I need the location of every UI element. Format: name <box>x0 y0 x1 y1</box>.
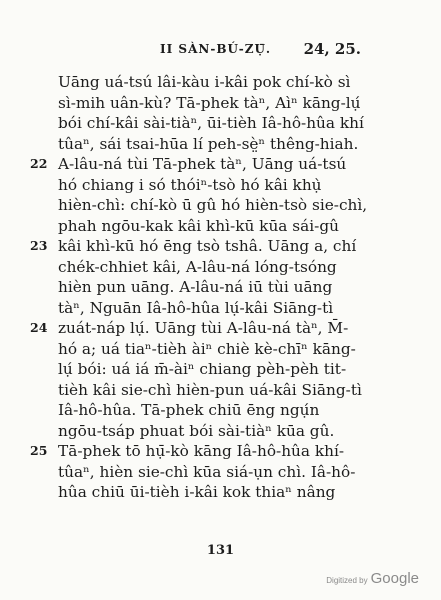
running-title: II SÀN-BÚ-ZỤ̄. <box>160 42 272 56</box>
line-text: zuát-náp lụ́. Uāng tùi A-lâu-ná tàⁿ, M̄- <box>58 319 349 337</box>
line-text: Uāng uá-tsú lâi-kàu i-kâi pok chí-kò sì <box>58 73 351 91</box>
text-line <box>30 154 375 175</box>
verse-number: 23 <box>30 238 48 253</box>
text-line <box>30 318 375 339</box>
line-text: bói chí-kâi sài-tiàⁿ, ūi-tièh Iâ-hô-hûa khí <box>58 114 364 132</box>
google-logo: Google <box>370 570 419 587</box>
text-line <box>30 93 375 114</box>
page-header <box>0 42 441 62</box>
text-line <box>30 339 375 360</box>
line-text: ngōu-tsáp phuat bói sài-tiàⁿ kūa gû. <box>58 421 335 440</box>
text-line <box>30 134 375 155</box>
text-line <box>30 462 375 483</box>
line-text: hièn-chì: chí-kò ū gû hó hièn-tsò sie-chì, <box>58 196 368 214</box>
text-line <box>30 400 375 421</box>
text-line <box>30 482 375 503</box>
verse-number: 24 <box>30 320 48 335</box>
line-text: lụ́ bói: uá iá m̄-àiⁿ chiang pèh-pèh tit- <box>58 360 347 378</box>
line-text: hièn pun uāng. A-lâu-ná iū tùi uāng <box>58 278 333 296</box>
chapter-verse-reference: 24, 25. <box>303 40 361 58</box>
line-text: sì-mih uân-kù? Tā-phek tàⁿ, Aìⁿ kāng-lụ́ <box>58 93 361 112</box>
text-line <box>30 380 375 401</box>
page-number: 131 <box>206 543 235 558</box>
text-line <box>30 421 375 442</box>
line-text: tûaⁿ, hièn sie-chì kūa siá-ụn chì. Iâ-hô- <box>58 462 356 481</box>
line-text: hó chiang i só thóiⁿ-tsò hó kâi khụ̀ <box>58 175 322 194</box>
text-line <box>30 359 375 380</box>
body-text <box>30 72 375 503</box>
watermark-prefix: Digitized by <box>326 576 368 585</box>
line-text: Iâ-hô-hûa. Tā-phek chiū ēng ngụ́n <box>58 401 320 419</box>
line-text: kâi khì-kū hó ēng tsò tshâ. Uāng a, chí <box>58 237 357 255</box>
line-text: chék-chhiet kâi, A-lâu-ná lóng-tsóng <box>58 257 337 276</box>
verse-number: 22 <box>30 156 48 171</box>
text-line <box>30 257 375 278</box>
line-text: Tā-phek tō hụ̄-kò kāng Iâ-hô-hûa khí- <box>58 442 345 460</box>
text-line <box>30 195 375 216</box>
line-text: tàⁿ, Nguān Iâ-hô-hûa lụ́-kâi Siāng-tì <box>58 298 334 317</box>
text-line <box>30 236 375 257</box>
text-line <box>30 216 375 237</box>
verse-number: 25 <box>30 443 48 458</box>
text-line <box>30 277 375 298</box>
line-text: tûaⁿ, sái tsai-hūa lí peh-sè̤ⁿ thêng-hiah. <box>58 134 359 153</box>
text-line <box>30 441 375 462</box>
line-text: A-lâu-ná tùi Tā-phek tàⁿ, Uāng uá-tsú <box>58 155 347 173</box>
digitization-watermark <box>326 570 419 588</box>
line-text: phah ngōu-kak kâi khì-kū kūa sái-gû <box>58 216 339 235</box>
text-line <box>30 72 375 93</box>
line-text: hó a; uá tiaⁿ-tièh àiⁿ chiè kè-chīⁿ kāng- <box>58 339 356 358</box>
line-text: hûa chiū ūi-tièh i-kâi kok thiaⁿ nâng <box>58 483 336 501</box>
text-line <box>30 298 375 319</box>
text-line <box>30 113 375 134</box>
line-text: tièh kâi sie-chì hièn-pun uá-kâi Siāng-tì <box>58 380 362 399</box>
text-line <box>30 175 375 196</box>
